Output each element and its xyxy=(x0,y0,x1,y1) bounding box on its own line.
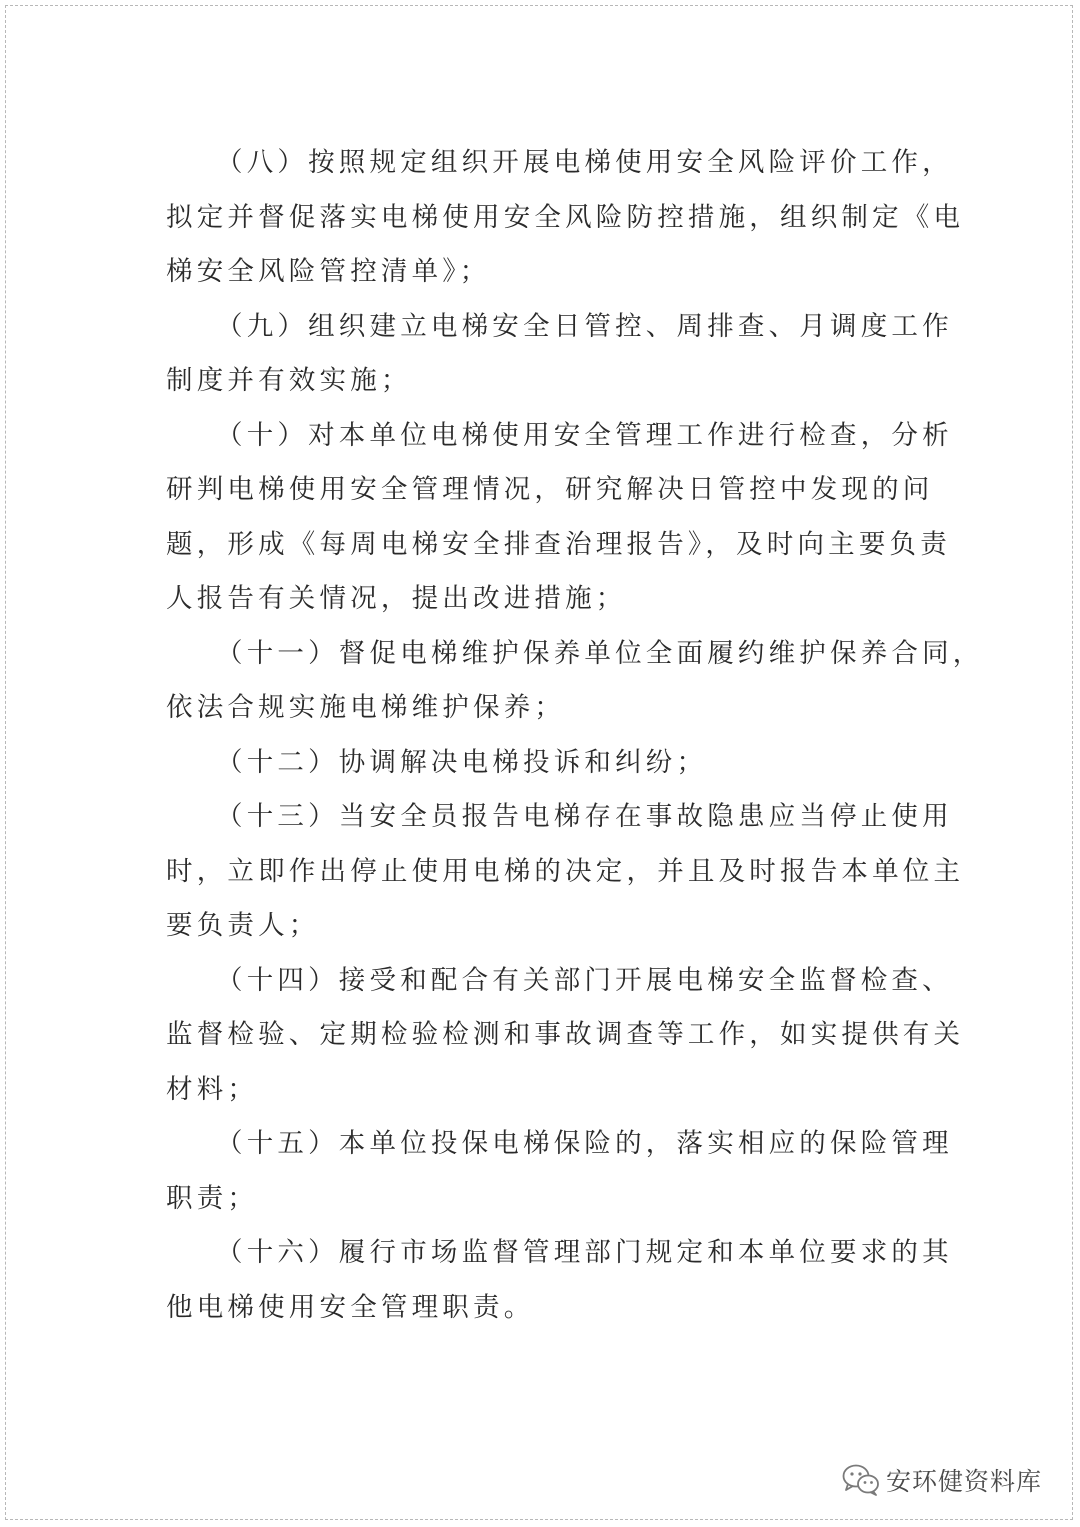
paragraph-line: 他电梯使用安全管理职责。 xyxy=(166,1292,535,1323)
paragraph-line: 梯安全风险管控清单》； xyxy=(166,256,491,287)
paragraph-line: 制度并有效实施； xyxy=(166,365,412,396)
watermark-text: 安环健资料库 xyxy=(886,1467,1043,1496)
watermark xyxy=(842,1462,1042,1498)
paragraph-line: 拟定并督促落实电梯使用安全风险防控措施，组织制定《电 xyxy=(166,202,965,233)
paragraph-line: （十六）履行市场监督管理部门规定和本单位要求的其 xyxy=(216,1237,953,1268)
paragraph-line: 时，立即作出停止使用电梯的决定，并且及时报告本单位主 xyxy=(166,856,965,887)
paragraph-line: 人报告有关情况，提出改进措施； xyxy=(166,583,627,614)
paragraph-line: （十三）当安全员报告电梯存在事故隐患应当停止使用 xyxy=(216,801,953,832)
paragraph-line: 研判电梯使用安全管理情况，研究解决日管控中发现的问 xyxy=(166,474,934,505)
paragraph-line: （九）组织建立电梯安全日管控、周排查、月调度工作 xyxy=(216,311,953,342)
paragraph-line: 监督检验、定期检验检测和事故调查等工作，如实提供有关 xyxy=(166,1019,965,1050)
paragraph-line: （十一）督促电梯维护保养单位全面履约维护保养合同， xyxy=(216,638,984,669)
paragraph-line: （十五）本单位投保电梯保险的，落实相应的保险管理 xyxy=(216,1128,953,1159)
wechat-icon xyxy=(842,1464,880,1496)
paragraph-line: （十四）接受和配合有关部门开展电梯安全监督检查、 xyxy=(216,965,953,996)
paragraph-line: 职责； xyxy=(166,1183,259,1214)
paragraph-line: （八）按照规定组织开展电梯使用安全风险评价工作， xyxy=(216,147,953,178)
paragraph-line: 依法合规实施电梯维护保养； xyxy=(166,692,566,723)
paragraph-line: 材料； xyxy=(166,1074,259,1105)
paragraph-line: （十）对本单位电梯使用安全管理工作进行检查，分析 xyxy=(216,420,953,451)
paragraph-line: 题，形成《每周电梯安全排查治理报告》，及时向主要负责 xyxy=(166,529,951,560)
paragraph-line: 要负责人； xyxy=(166,910,320,941)
paragraph-line: （十二）协调解决电梯投诉和纠纷； xyxy=(216,747,708,778)
